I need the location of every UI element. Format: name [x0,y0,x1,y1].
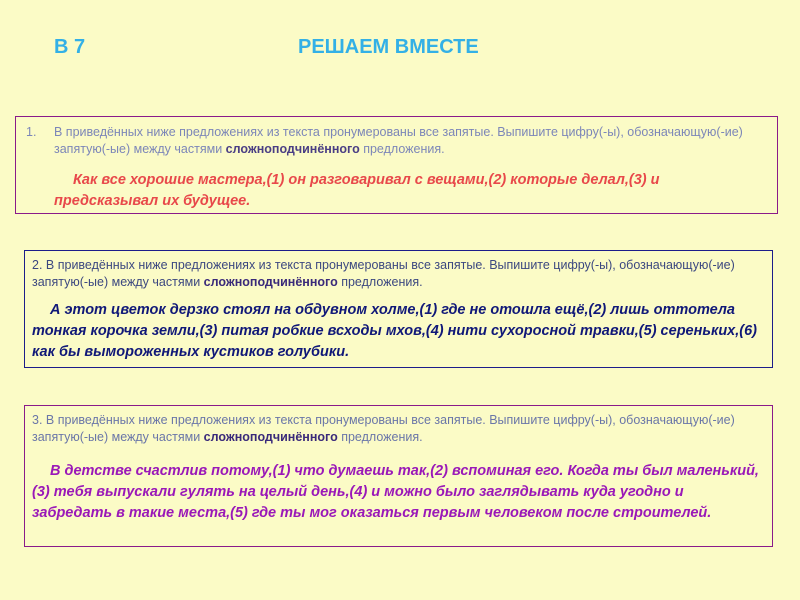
task-number-3: 3. [32,413,43,427]
task-text-2-before: В приведённых ниже предложениях из текста пронумерованы все запятые. Выпишите цифру(-ы), обозначающую(-ие) запятую(-ые) между частями [32,258,735,289]
task-number-1: 1. [26,125,37,139]
task-text-1 [26,124,769,158]
task-text-1-bold: сложноподчинённого [225,142,360,156]
slide-number: В 7 [54,36,86,58]
task-instruction-1 [26,124,769,158]
task-text-3-before: В приведённых ниже предложениях из текста пронумерованы все запятые. Выпишите цифру(-ы), обозначающую(-ие) запятую(-ые) между частями [32,413,735,444]
task-box-1 [15,116,778,214]
task-text-1-after: предложения. [359,142,445,156]
task-example-1: Как все хорошие мастера,(1) он разговаривал с вещами,(2) которые делал,(3) и предсказывал их будущее. [54,172,660,209]
task-text-1-before: В приведённых ниже предложениях из текста пронумерованы все запятые. Выпишите цифру(-ы), обозначающую(-ие) запятую(-ые) между частями [54,125,743,156]
task-text-3-bold: сложноподчинённого [203,430,338,444]
task-text-3-after: предложения. [337,430,423,444]
task-example-2: А этот цветок дерзко стоял на обдувном холме,(1) где не отошла ещё,(2) лишь оттотела тонкая корочка земли,(3) питая робкие всходы мхов,(4) нити сухоросной травки,(5) сереньких,(6) как бы вымороженных кустиков голубики. [32,302,757,360]
task-text-2-after: предложения. [337,275,423,289]
task-example-3: В детстве счастлив потому,(1) что думаешь так,(2) вспоминая его. Когда ты был маленький,(3) тебя выпускали гулять на целый день,(4) и можно было заглядывать куда угодно и забредать в такие места,(5) где ты мог оказаться первым человеком после строителей. [32,463,759,521]
task-number-2: 2. [32,258,43,272]
task-instruction-3 [32,412,765,446]
task-box-3 [24,405,773,547]
task-box-2 [24,250,773,368]
slide-title: РЕШАЕМ ВМЕСТЕ [298,36,479,58]
task-text-2-bold: сложноподчинённого [203,275,338,289]
task-instruction-2 [32,257,765,291]
